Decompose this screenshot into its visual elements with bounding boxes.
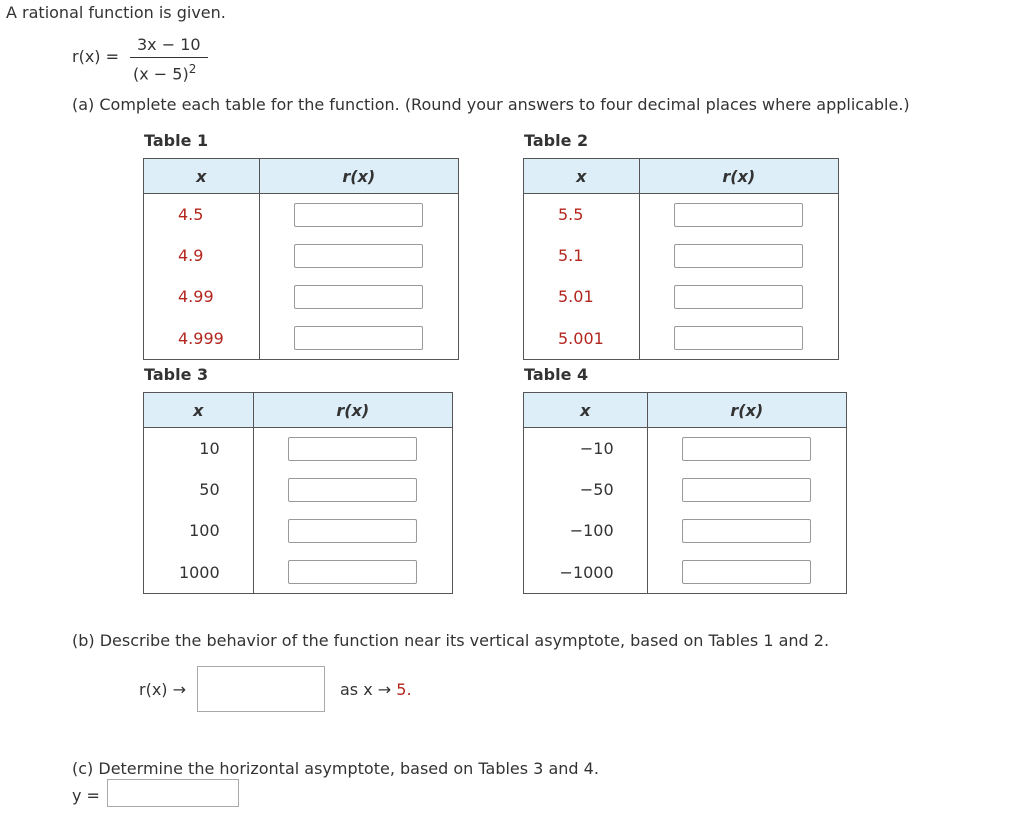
table-3-header-x: x xyxy=(144,393,254,428)
table-row xyxy=(524,551,847,594)
table-1-rx-input[interactable] xyxy=(294,244,423,268)
table-row xyxy=(524,510,847,551)
table-3-x-cell: 1000 xyxy=(178,562,220,582)
table-2 xyxy=(523,158,839,360)
table-row xyxy=(524,428,847,470)
table-row xyxy=(524,194,839,236)
table-row xyxy=(144,510,453,551)
vertical-asymptote-behavior-input[interactable] xyxy=(197,666,325,712)
table-3-x-cell: 100 xyxy=(189,521,220,540)
table-4-header-x: x xyxy=(524,393,648,428)
part-b-as-text-wrap xyxy=(340,680,412,699)
table-3-x-cell: 10 xyxy=(199,439,220,458)
table-2-rx-input[interactable] xyxy=(674,285,803,309)
table-1-rx-input[interactable] xyxy=(294,326,423,350)
table-1 xyxy=(143,158,459,360)
table-2-rx-input[interactable] xyxy=(674,203,803,227)
table-4-x-cell: −10 xyxy=(579,439,614,458)
table-2-header-rx: r(x) xyxy=(639,159,838,194)
table-1-rx-input[interactable] xyxy=(294,203,423,227)
part-a-instruction: (a) Complete each table for the function. (Round your answers to four decimal places where applicable.) xyxy=(72,95,910,114)
table-2-x-cell: 5.001 xyxy=(558,328,604,348)
table-2-rx-input[interactable] xyxy=(674,326,803,350)
table-4-x-cell: −1000 xyxy=(559,562,614,582)
function-exponent: 2 xyxy=(188,62,197,76)
table-3-rx-input[interactable] xyxy=(288,519,417,543)
function-denominator-wrap xyxy=(133,62,196,83)
part-b-target: 5. xyxy=(396,680,412,699)
table-4-rx-input[interactable] xyxy=(682,560,811,584)
table-3-x-cell: 50 xyxy=(199,480,220,499)
table-1-header-x: x xyxy=(144,159,260,194)
table-2-rx-input[interactable] xyxy=(674,244,803,268)
function-lhs: r(x) = xyxy=(72,47,120,66)
table-1-x-cell: 4.9 xyxy=(178,246,204,265)
table-1-rx-input[interactable] xyxy=(294,285,423,309)
table-3-title: Table 3 xyxy=(144,365,209,384)
part-b-instruction: (b) Describe the behavior of the function near its vertical asymptote, based on Tables 1 and 2. xyxy=(72,631,830,650)
horizontal-asymptote-input[interactable] xyxy=(107,779,239,807)
table-3 xyxy=(143,392,453,594)
table-row xyxy=(524,235,839,276)
function-denominator: (x − 5) xyxy=(133,64,189,84)
table-row xyxy=(144,235,459,276)
table-4 xyxy=(523,392,847,594)
table-row xyxy=(144,276,459,317)
table-4-x-cell: −100 xyxy=(569,521,614,540)
table-2-x-cell: 5.5 xyxy=(558,205,584,224)
table-4-rx-input[interactable] xyxy=(682,519,811,543)
table-row xyxy=(144,194,459,236)
table-4-rx-input[interactable] xyxy=(682,478,811,502)
fraction-bar xyxy=(130,57,208,58)
table-row xyxy=(524,276,839,317)
table-4-rx-input[interactable] xyxy=(682,437,811,461)
table-4-header-rx: r(x) xyxy=(647,393,846,428)
table-3-rx-input[interactable] xyxy=(288,560,417,584)
table-1-x-cell: 4.99 xyxy=(178,287,214,306)
table-row xyxy=(144,428,453,470)
table-4-title: Table 4 xyxy=(524,365,589,384)
table-3-header-rx: r(x) xyxy=(253,393,452,428)
table-row xyxy=(524,317,839,360)
function-numerator: 3x − 10 xyxy=(137,35,201,54)
table-3-rx-input[interactable] xyxy=(288,478,417,502)
table-4-x-cell: −50 xyxy=(579,480,614,499)
intro-text: A rational function is given. xyxy=(6,3,226,22)
table-row xyxy=(144,317,459,360)
part-c-instruction: (c) Determine the horizontal asymptote, based on Tables 3 and 4. xyxy=(72,759,599,778)
table-1-header-rx: r(x) xyxy=(259,159,458,194)
table-row xyxy=(144,469,453,510)
table-1-x-cell: 4.999 xyxy=(178,328,224,348)
table-2-header-x: x xyxy=(524,159,640,194)
part-b-lhs: r(x) → xyxy=(139,680,187,699)
part-b-as-text: as x → xyxy=(340,680,392,699)
table-2-x-cell: 5.01 xyxy=(558,287,594,306)
part-c-lhs: y = xyxy=(72,786,100,805)
table-1-x-cell: 4.5 xyxy=(178,205,204,224)
table-2-title: Table 2 xyxy=(524,131,589,150)
table-2-x-cell: 5.1 xyxy=(558,246,584,265)
table-1-title: Table 1 xyxy=(144,131,209,150)
table-row xyxy=(524,469,847,510)
table-row xyxy=(144,551,453,594)
table-3-rx-input[interactable] xyxy=(288,437,417,461)
